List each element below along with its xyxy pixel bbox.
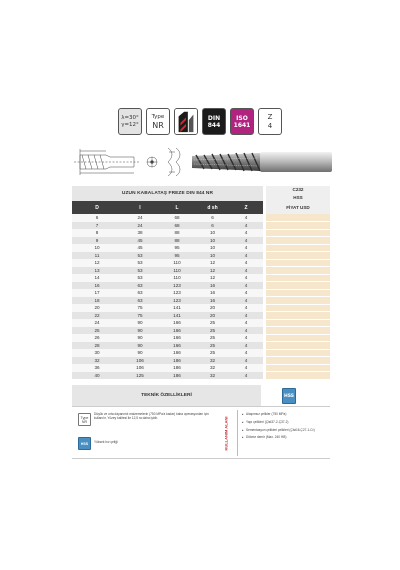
cell-l: 106 [122, 357, 158, 365]
cell-l: 90 [122, 319, 158, 327]
cell-L: 123 [158, 297, 196, 305]
cell-L: 110 [158, 267, 196, 275]
table-row [72, 349, 330, 357]
cell-dsh: 20 [196, 312, 229, 320]
cell-L: 166 [158, 327, 196, 335]
cell-d: 17 [72, 289, 122, 297]
cell-L: 68 [158, 222, 196, 230]
din-number: 844 [207, 121, 221, 129]
cell-dsh: 6 [196, 222, 229, 230]
divider [237, 410, 238, 456]
price-cell[interactable] [266, 297, 330, 305]
cell-dsh: 25 [196, 349, 229, 357]
cell-dsh: 32 [196, 357, 229, 365]
cell-l: 63 [122, 297, 158, 305]
table-row [72, 372, 330, 380]
table-row [72, 364, 330, 372]
cell-z: 4 [229, 342, 263, 350]
cell-z: 4 [229, 357, 263, 365]
cell-l: 53 [122, 274, 158, 282]
price-cell[interactable] [266, 267, 330, 275]
usage-list [243, 413, 329, 444]
cell-L: 166 [158, 349, 196, 357]
table-row [72, 289, 330, 297]
usage-area-label [220, 410, 232, 456]
cell-l: 53 [122, 267, 158, 275]
type-nr-icon-label: Type [80, 415, 89, 420]
price-cell[interactable] [266, 237, 330, 245]
cell-d: 12 [72, 259, 122, 267]
type-nr-description: Düşük ve orta dayanımlı malzemelerin (750 MPa'a kadar) kaba operasyonları için kullanılır. Yüzey kalitesi ile 12,5 ra daha iyidir. [94, 412, 209, 420]
cell-d: 28 [72, 342, 122, 350]
price-cell[interactable] [266, 334, 330, 342]
cell-dsh: 10 [196, 244, 229, 252]
usage-item: ■ Yapı çelikleri (Çlst37-2-Ç37-2) [243, 421, 329, 425]
cell-l: 90 [122, 334, 158, 342]
cell-L: 186 [158, 364, 196, 372]
cell-d: 10 [72, 244, 122, 252]
cell-L: 141 [158, 304, 196, 312]
table-row [72, 214, 330, 222]
cell-dsh: 6 [196, 214, 229, 222]
price-cell[interactable] [266, 214, 330, 222]
cell-dsh: 12 [196, 267, 229, 275]
technical-side-view [74, 149, 140, 175]
cell-d: 7 [72, 222, 122, 230]
cell-l: 90 [122, 342, 158, 350]
cell-z: 4 [229, 222, 263, 230]
cell-z: 4 [229, 252, 263, 260]
col-header-dsh: d sh [196, 201, 229, 214]
cell-dsh: 12 [196, 259, 229, 267]
tech-title: TEKNİK ÖZELLİKLERİ [72, 385, 261, 406]
usage-item: ■ Dökme demir (Max. 240 HB) [243, 436, 329, 440]
col-header-L: L [158, 201, 196, 214]
price-cell[interactable] [266, 274, 330, 282]
price-cell[interactable] [266, 327, 330, 335]
table-title: UZUN KABALATAŞ FREZE DIN 844 NR [72, 186, 263, 201]
cell-d: 13 [72, 267, 122, 275]
cell-dsh: 12 [196, 274, 229, 282]
cell-z: 4 [229, 327, 263, 335]
helix-angle-lambda: λ=30° [121, 114, 139, 121]
cell-dsh: 25 [196, 342, 229, 350]
cell-d: 18 [72, 297, 122, 305]
usage-item: ■ Sementasyon çelikleri çelikleri (Çlst16-Ç27-1-Cr) [243, 429, 329, 433]
flute-count-badge [258, 108, 282, 135]
hss-icon: HSS [78, 437, 91, 450]
helix-angle-badge [118, 108, 142, 135]
cell-d: 30 [72, 349, 122, 357]
table-row [72, 274, 330, 282]
col-header-l: l [122, 201, 158, 214]
cell-dsh: 10 [196, 229, 229, 237]
cell-dsh: 16 [196, 297, 229, 305]
table-row [72, 319, 330, 327]
type-nr-spec [78, 413, 213, 426]
cell-L: 123 [158, 289, 196, 297]
iso-1641-badge [230, 108, 254, 135]
price-cell[interactable] [266, 364, 330, 372]
cell-z: 4 [229, 364, 263, 372]
cell-d: 24 [72, 319, 122, 327]
cell-l: 45 [122, 237, 158, 245]
cell-dsh: 32 [196, 372, 229, 380]
price-cell[interactable] [266, 304, 330, 312]
cell-L: 186 [158, 372, 196, 380]
cell-L: 141 [158, 312, 196, 320]
table-row [72, 237, 330, 245]
table-row [72, 252, 330, 260]
cell-z: 4 [229, 349, 263, 357]
price-cell[interactable] [266, 342, 330, 350]
price-cell[interactable] [266, 349, 330, 357]
price-cell[interactable] [266, 222, 330, 230]
cell-dsh: 10 [196, 252, 229, 260]
cell-L: 123 [158, 282, 196, 290]
price-cell[interactable] [266, 372, 330, 380]
cell-z: 4 [229, 274, 263, 282]
price-cell[interactable] [266, 252, 330, 260]
price-cell[interactable] [266, 259, 330, 267]
product-code: C232 [266, 186, 330, 194]
iso-number: 1641 [233, 121, 251, 129]
table-row [72, 357, 330, 365]
spec-icon-row [118, 108, 282, 135]
price-cell[interactable] [266, 289, 330, 297]
dimension-table [72, 186, 330, 380]
cell-l: 53 [122, 252, 158, 260]
cell-L: 95 [158, 252, 196, 260]
table-row [72, 327, 330, 335]
table-row [72, 267, 330, 275]
table-row [72, 282, 330, 290]
type-nr-icon [78, 413, 91, 426]
cell-z: 4 [229, 319, 263, 327]
price-cell[interactable] [266, 282, 330, 290]
cell-l: 90 [122, 349, 158, 357]
price-cell[interactable] [266, 357, 330, 365]
cell-dsh: 20 [196, 304, 229, 312]
cell-dsh: 32 [196, 364, 229, 372]
end-view [147, 157, 157, 167]
cell-d: 16 [72, 282, 122, 290]
cell-l: 75 [122, 304, 158, 312]
cell-d: 20 [72, 304, 122, 312]
cell-L: 110 [158, 259, 196, 267]
cell-L: 95 [158, 244, 196, 252]
cell-L: 186 [158, 357, 196, 365]
cell-l: 24 [122, 214, 158, 222]
cell-d: 32 [72, 357, 122, 365]
price-header: FİYAT USD [266, 201, 330, 214]
table-row [72, 312, 330, 320]
price-cell[interactable] [266, 319, 330, 327]
cell-d: 40 [72, 372, 122, 380]
table-row [72, 297, 330, 305]
cell-z: 4 [229, 259, 263, 267]
din-844-badge [202, 108, 226, 135]
usage-area-text: KULLANIM ALANI [223, 415, 229, 451]
cell-l: 75 [122, 312, 158, 320]
usage-item: ■ Alaşımsız çelikler (750 MPa) [243, 413, 329, 417]
helix-angle-gamma: γ=12° [121, 121, 139, 128]
cell-z: 4 [229, 229, 263, 237]
cell-d: 22 [72, 312, 122, 320]
cell-d: 8 [72, 229, 122, 237]
cell-L: 88 [158, 229, 196, 237]
col-header-d: D [72, 201, 122, 214]
material-code: HSS [266, 194, 330, 202]
cell-l: 90 [122, 327, 158, 335]
cell-l: 63 [122, 289, 158, 297]
table-row [72, 222, 330, 230]
cell-l: 106 [122, 364, 158, 372]
cell-d: 6 [72, 214, 122, 222]
cell-l: 45 [122, 244, 158, 252]
cell-l: 24 [122, 222, 158, 230]
cell-dsh: 25 [196, 319, 229, 327]
cell-L: 110 [158, 274, 196, 282]
cell-z: 4 [229, 297, 263, 305]
table-row [72, 304, 330, 312]
cell-d: 9 [72, 237, 122, 245]
din-label: DIN [207, 114, 221, 122]
technical-specs [72, 385, 330, 459]
cell-L: 88 [158, 237, 196, 245]
type-label: Type [151, 113, 165, 120]
price-cell[interactable] [266, 244, 330, 252]
cell-l: 63 [122, 282, 158, 290]
cell-z: 4 [229, 304, 263, 312]
price-cell[interactable] [266, 229, 330, 237]
iso-label: ISO [236, 114, 248, 122]
price-cell[interactable] [266, 312, 330, 320]
type-nr-badge [146, 108, 170, 135]
end-mill-drawing [72, 142, 334, 182]
cell-z: 4 [229, 372, 263, 380]
col-header-z: Z [229, 201, 263, 214]
table-row [72, 259, 330, 267]
cell-L: 166 [158, 342, 196, 350]
type-value: NR [152, 120, 164, 130]
cell-L: 68 [158, 214, 196, 222]
cell-d: 36 [72, 364, 122, 372]
cell-z: 4 [229, 282, 263, 290]
end-mill-product-image [192, 152, 332, 172]
cell-dsh: 25 [196, 334, 229, 342]
cell-d: 25 [72, 327, 122, 335]
cell-z: 4 [229, 214, 263, 222]
cell-z: 4 [229, 312, 263, 320]
cell-dsh: 16 [196, 289, 229, 297]
flute-detail-view [168, 148, 180, 176]
table-body [72, 214, 330, 379]
table-row [72, 334, 330, 342]
table-row [72, 229, 330, 237]
hss-description: Yüksek hız çeliği [94, 440, 118, 444]
cell-L: 166 [158, 319, 196, 327]
tech-body [72, 406, 330, 459]
cell-d: 11 [72, 252, 122, 260]
cell-l: 125 [122, 372, 158, 380]
cell-d: 26 [72, 334, 122, 342]
cell-z: 4 [229, 244, 263, 252]
flute-number: 4 [267, 121, 273, 130]
cell-z: 4 [229, 237, 263, 245]
cell-l: 38 [122, 229, 158, 237]
cell-z: 4 [229, 334, 263, 342]
cell-z: 4 [229, 267, 263, 275]
flute-label: Z [267, 112, 273, 121]
cell-d: 14 [72, 274, 122, 282]
type-nr-icon-value: NR [81, 419, 88, 424]
hss-material-icon: HSS [282, 388, 296, 404]
table-row [72, 244, 330, 252]
cell-L: 166 [158, 334, 196, 342]
roughing-profile-icon [174, 108, 198, 135]
cell-dsh: 10 [196, 237, 229, 245]
table-row [72, 342, 330, 350]
cell-l: 53 [122, 259, 158, 267]
cell-z: 4 [229, 289, 263, 297]
cell-dsh: 25 [196, 327, 229, 335]
hss-spec [78, 437, 213, 450]
cell-dsh: 16 [196, 282, 229, 290]
